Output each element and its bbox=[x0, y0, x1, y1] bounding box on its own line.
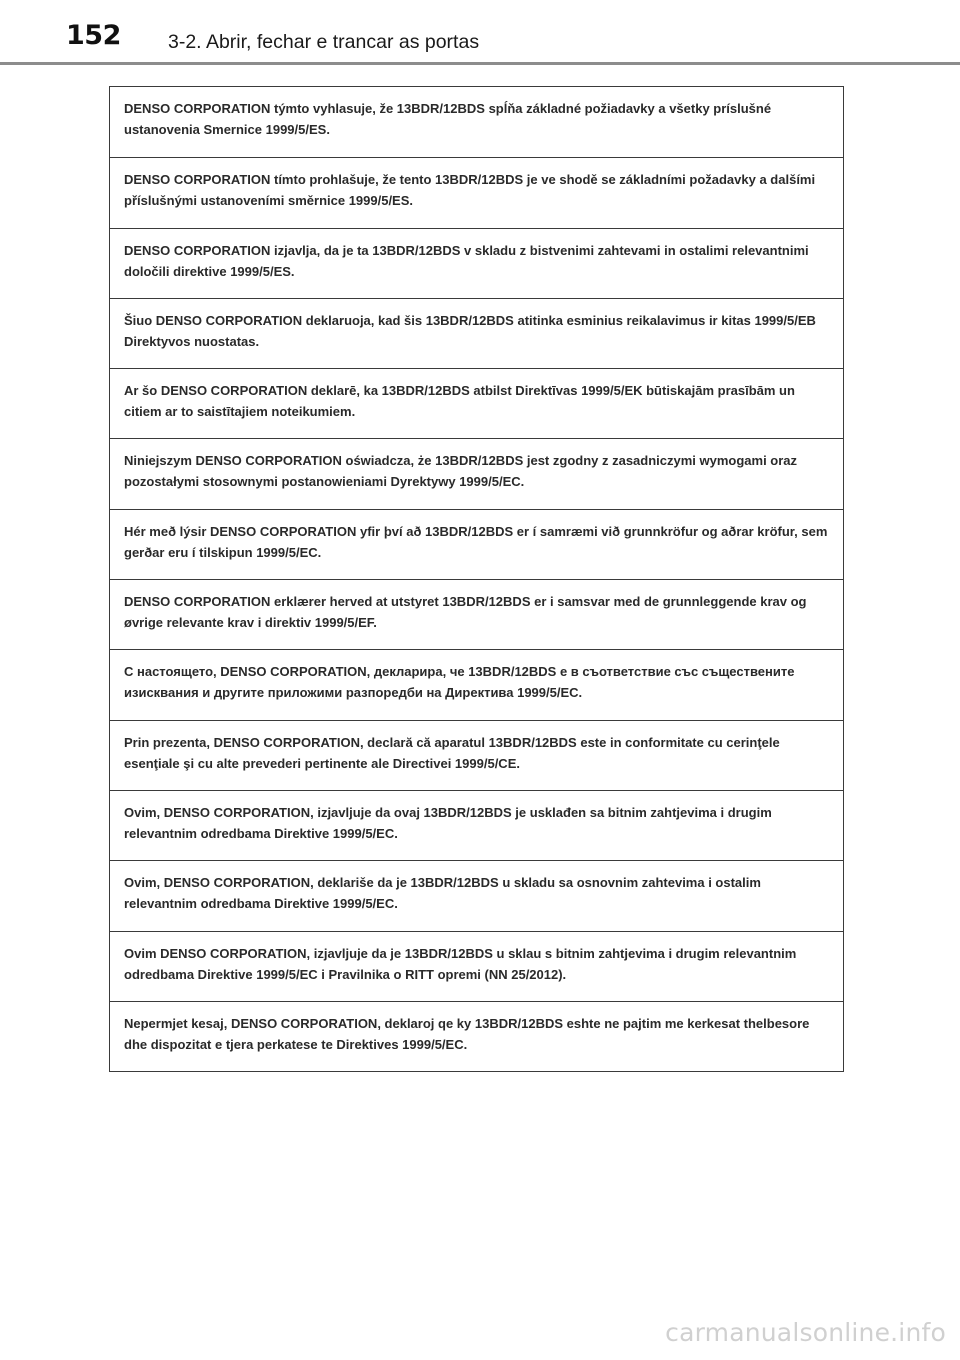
declaration-serbian: Ovim, DENSO CORPORATION, deklariše da je 13BDR/12BDS u skladu sa osnovnim zahtevima i ostalim relevantnim odredbama Direktive 1999/5/EC. bbox=[110, 860, 843, 930]
declaration-croatian: Ovim DENSO CORPORATION, izjavljuje da je 13BDR/12BDS u sklau s bitnim zahtjevima i drugim relevantnim odredbama Direktive 1999/5/EC i Pravilnika o RITT opremi (NN 25/2012). bbox=[110, 931, 843, 1001]
page-number: 152 bbox=[66, 20, 121, 51]
declaration-bulgarian: С настоящето, DENSO CORPORATION, декларира, че 13BDR/12BDS е в съответствие със съществените изисквания и другите приложими разпоредби на Директива 1999/5/ЕС. bbox=[110, 649, 843, 719]
declaration-latvian: Ar šo DENSO CORPORATION deklarē, ka 13BDR/12BDS atbilst Direktīvas 1999/5/EK būtiskajām prasībām un citiem ar to saistītajiem noteikumiem. bbox=[110, 368, 843, 438]
header-divider bbox=[0, 62, 960, 65]
declaration-romanian: Prin prezenta, DENSO CORPORATION, declară că aparatul 13BDR/12BDS este in conformitate cu cerinţele esenţiale şi cu alte prevederi pertinente ale Directivei 1999/5/CE. bbox=[110, 720, 843, 790]
declaration-czech: DENSO CORPORATION tímto prohlašuje, že tento 13BDR/12BDS je ve shodě se základními požadavky a dalšími příslušnými ustanoveními směrnice 1999/5/ES. bbox=[110, 157, 843, 227]
declaration-slovak: DENSO CORPORATION týmto vyhlasuje, že 13BDR/12BDS spĺňa základné požiadavky a všetky príslušné ustanovenia Smernice 1999/5/ES. bbox=[124, 101, 772, 137]
declaration-bosnian: Ovim, DENSO CORPORATION, izjavljuje da ovaj 13BDR/12BDS je usklađen sa bitnim zahtjevima i drugim relevantnim odredbama Direktive 1999/5/EC. bbox=[110, 790, 843, 860]
declarations-table bbox=[109, 86, 844, 1072]
page-header bbox=[0, 0, 960, 66]
declaration-norwegian: DENSO CORPORATION erklærer herved at utstyret 13BDR/12BDS er i samsvar med de grunnleggende krav og øvrige relevante krav i direktiv 1999/5/EF. bbox=[110, 579, 843, 649]
declaration-albanian: Nepermjet kesaj, DENSO CORPORATION, deklaroj qe ky 13BDR/12BDS eshte ne pajtim me kerkesat thelbesore dhe dispozitat e tjera perkatese te Direktives 1999/5/EC. bbox=[110, 1001, 843, 1071]
declaration-slovenian: DENSO CORPORATION izjavlja, da je ta 13BDR/12BDS v skladu z bistvenimi zahtevami in ostalimi relevantnimi določili direktive 1999/5/ES. bbox=[110, 228, 843, 298]
site-watermark: carmanualsonline.info bbox=[665, 1318, 946, 1347]
section-title: 3-2. Abrir, fechar e trancar as portas bbox=[168, 31, 480, 53]
declaration-icelandic: Hér með lýsir DENSO CORPORATION yfir því að 13BDR/12BDS er í samræmi við grunnkröfur og aðrar kröfur, sem gerðar eru í tilskipun 1999/5/EC. bbox=[110, 509, 843, 579]
declaration-lithuanian: Šiuo DENSO CORPORATION deklaruoja, kad šis 13BDR/12BDS atitinka esminius reikalavimus ir kitas 1999/5/EB Direktyvos nuostatas. bbox=[110, 298, 843, 368]
declaration-polish: Niniejszym DENSO CORPORATION oświadcza, że 13BDR/12BDS jest zgodny z zasadniczymi wymogami oraz pozostałymi stosownymi postanowieniami Dyrektywy 1999/5/EC. bbox=[110, 438, 843, 508]
